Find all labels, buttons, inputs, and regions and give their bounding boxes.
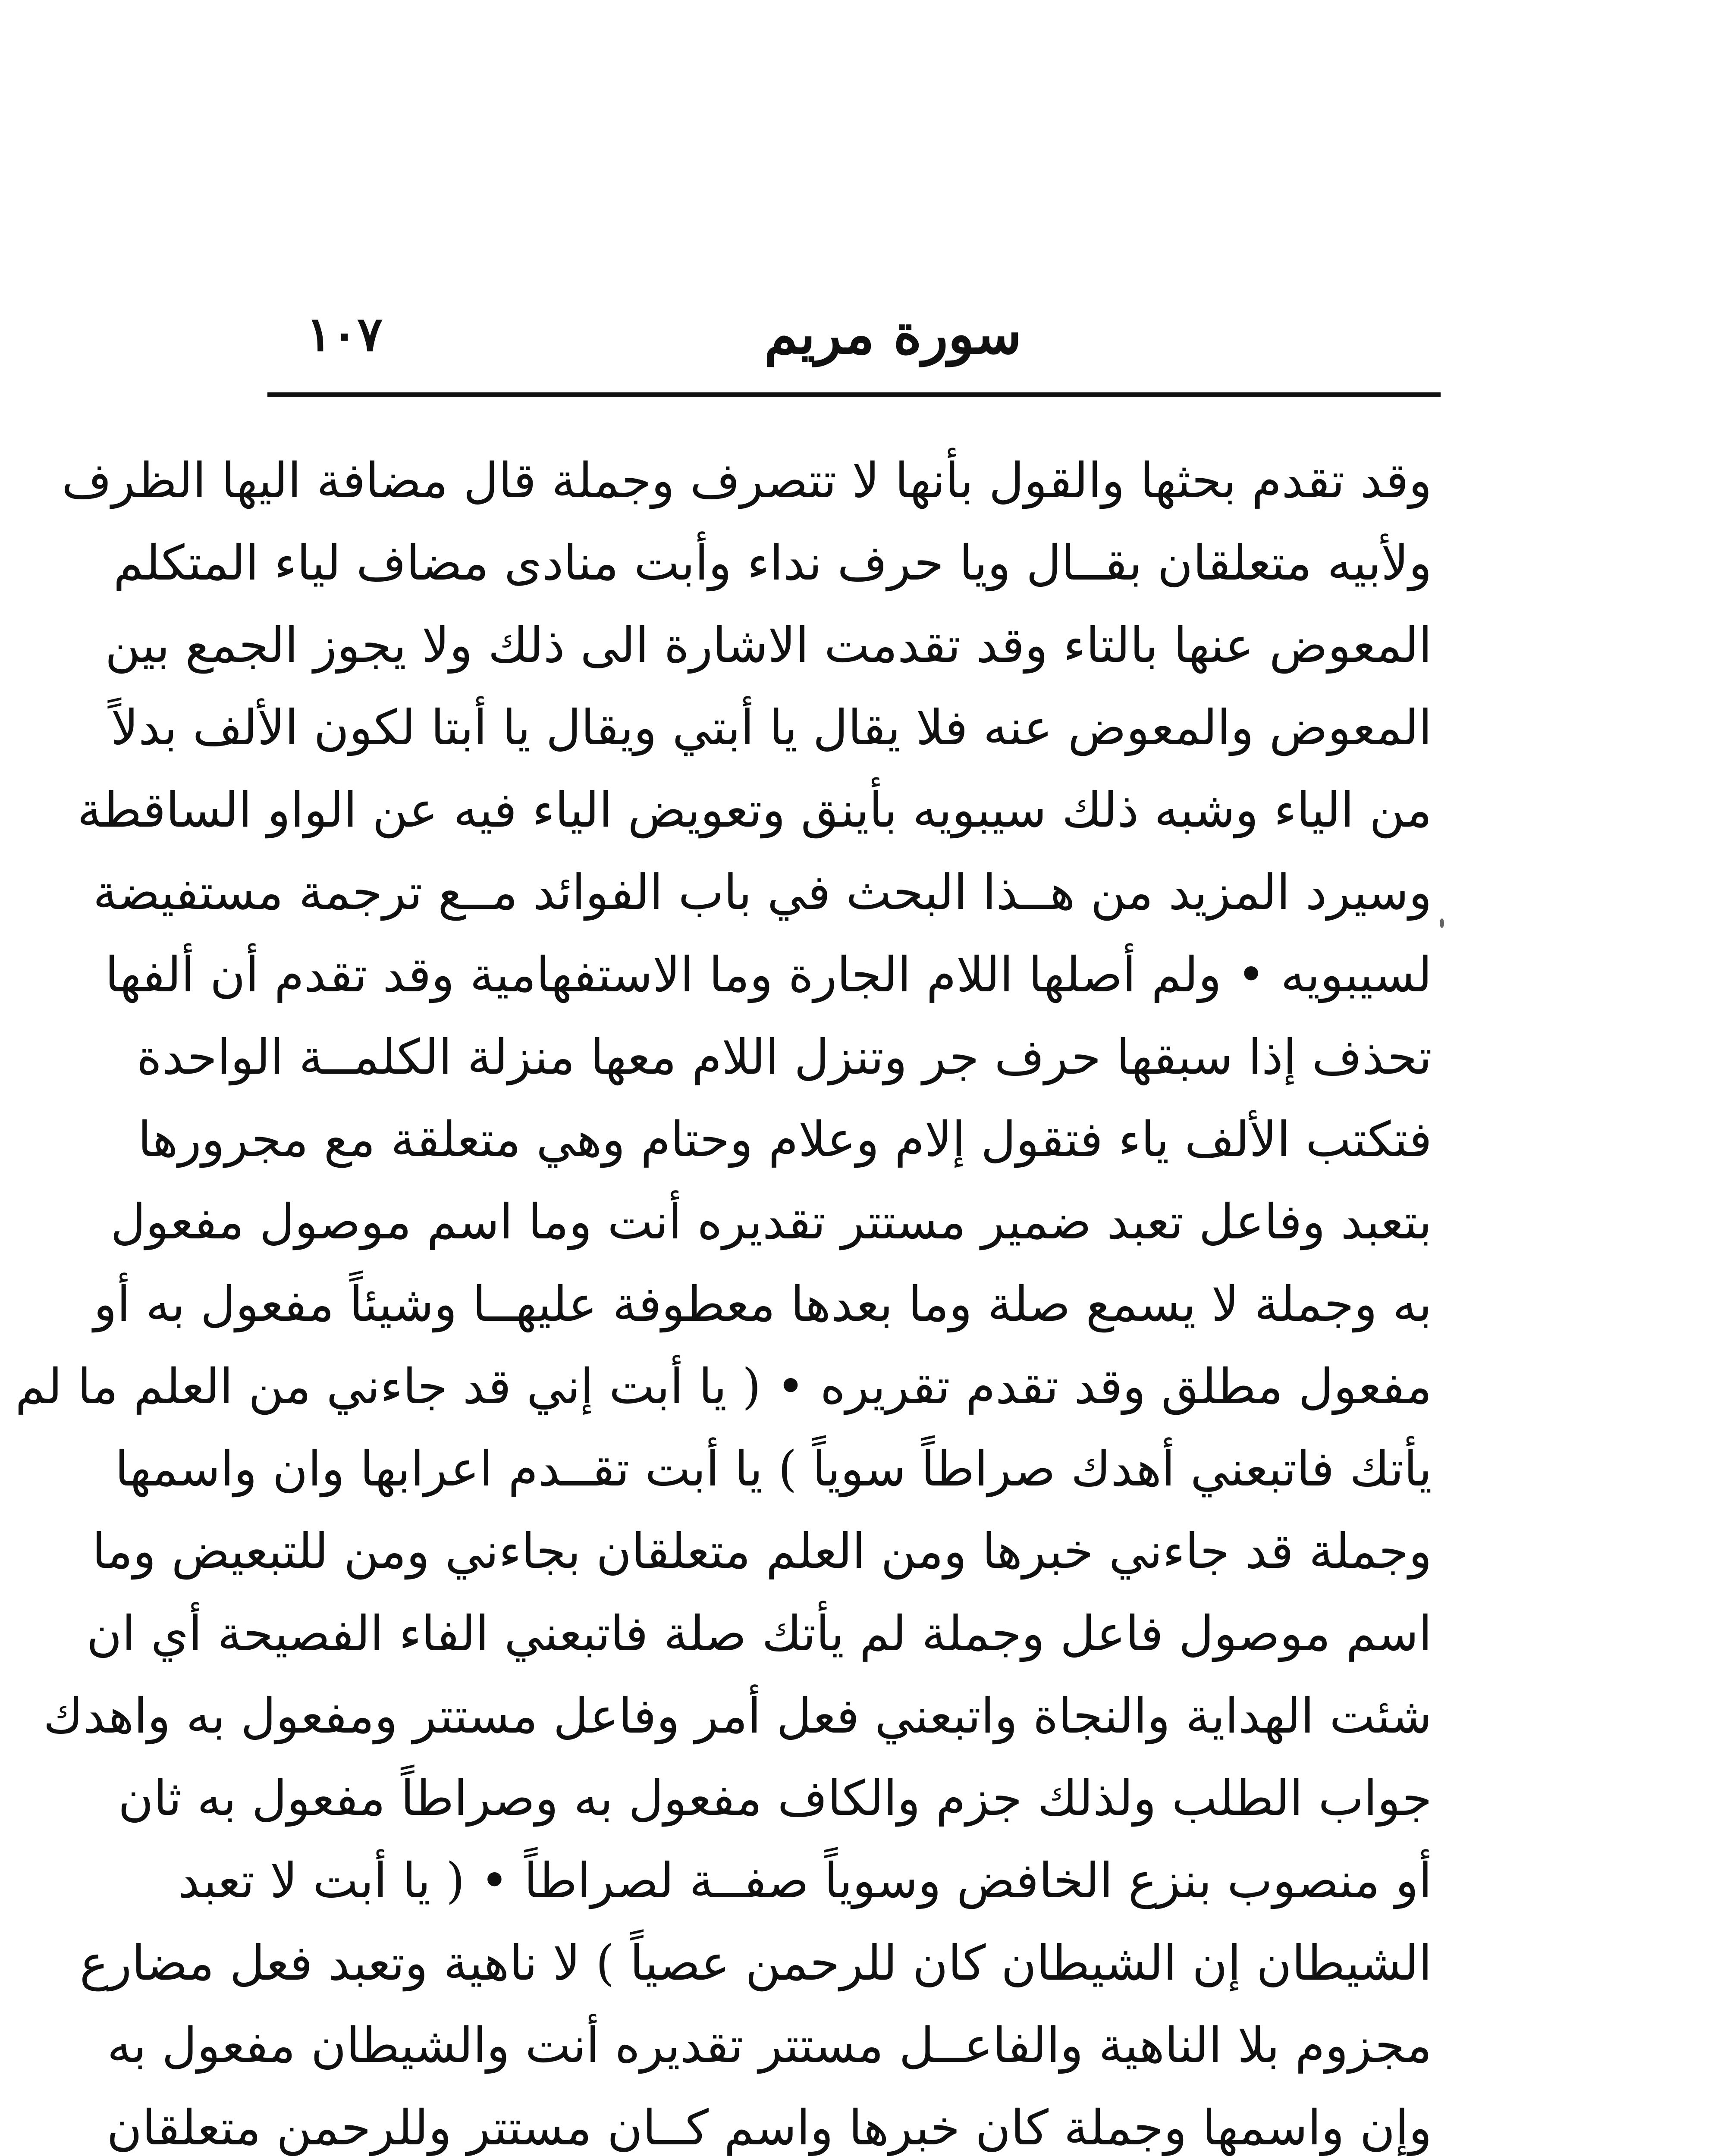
text-line: جواب الطلب ولذلك جزم والكاف مفعول به وصراطاً مفعول به ثان bbox=[118, 1771, 1432, 1827]
text-line: المعوض والمعوض عنه فلا يقال يا أبتي ويقال يا أبتا لكون الألف بدلاً bbox=[111, 700, 1432, 756]
text-line: به وجملة لا يسمع صلة وما بعدها معطوفة عليهــا وشيئاً مفعول به أو bbox=[94, 1276, 1432, 1332]
page-header bbox=[267, 298, 1432, 379]
text-line: وجملة قد جاءني خبرها ومن العلم متعلقان بجاءني ومن للتبعيض وما bbox=[92, 1523, 1432, 1579]
page-body bbox=[15, 440, 1432, 2156]
text-line: اسم موصول فاعل وجملة لم يأتك صلة فاتبعني الفاء الفصيحة أي ان bbox=[86, 1606, 1432, 1662]
scan-speck bbox=[1440, 918, 1444, 928]
text-line: شئت الهداية والنجاة واتبعني فعل أمر وفاعل مستتر ومفعول به واهدك bbox=[43, 1688, 1432, 1744]
text-line: لسيبويه • ولم أصلها اللام الجارة وما الاستفهامية وقد تقدم أن ألفها bbox=[105, 947, 1432, 1003]
text-line: ولأبيه متعلقان بقــال ويا حرف نداء وأبت منادى مضاف لياء المتكلم bbox=[113, 535, 1432, 591]
text-line: مفعول مطلق وقد تقدم تقريره • ( يا أبت إني قد جاءني من العلم ما لم bbox=[15, 1359, 1432, 1415]
text-line: وإن واسمها وجملة كان خبرها واسم كــان مستتر وللرحمن متعلقان bbox=[107, 2100, 1432, 2156]
text-line: أو منصوب بنزع الخافض وسوياً صفــة لصراطاً • ( يا أبت لا تعبد bbox=[178, 1853, 1432, 1909]
text-line: الشيطان إن الشيطان كان للرحمن عصياً ) لا ناهية وتعبد فعل مضارع bbox=[79, 1935, 1432, 1991]
text-line: وقد تقدم بحثها والقول بأنها لا تتصرف وجملة قال مضافة اليها الظرف bbox=[61, 453, 1432, 509]
text-line: من الياء وشبه ذلك سيبويه بأينق وتعويض الياء فيه عن الواو الساقطة bbox=[77, 782, 1432, 838]
text-line: مجزوم بلا الناهية والفاعــل مستتر تقديره أنت والشيطان مفعول به bbox=[107, 2018, 1432, 2074]
text-line: يأتك فاتبعني أهدك صراطاً سوياً ) يا أبت تقــدم اعرابها وان واسمها bbox=[115, 1441, 1432, 1497]
text-line: تحذف إذا سبقها حرف جر وتنزل اللام معها منزلة الكلمــة الواحدة bbox=[136, 1029, 1432, 1085]
page-number: ١٠٧ bbox=[306, 306, 383, 362]
page-title: سورة مريم bbox=[764, 302, 1022, 366]
text-line: بتعبد وفاعل تعبد ضمير مستتر تقديره أنت وما اسم موصول مفعول bbox=[110, 1194, 1432, 1250]
header-rule bbox=[267, 392, 1441, 397]
text-line: وسيرد المزيد من هــذا البحث في باب الفوائد مــع ترجمة مستفيضة bbox=[93, 865, 1432, 921]
text-line: المعوض عنها بالتاء وقد تقدمت الاشارة الى ذلك ولا يجوز الجمع بين bbox=[105, 617, 1432, 674]
text-line: فتكتب الألف ياء فتقول إلام وعلام وحتام وهي متعلقة مع مجرورها bbox=[138, 1112, 1432, 1168]
